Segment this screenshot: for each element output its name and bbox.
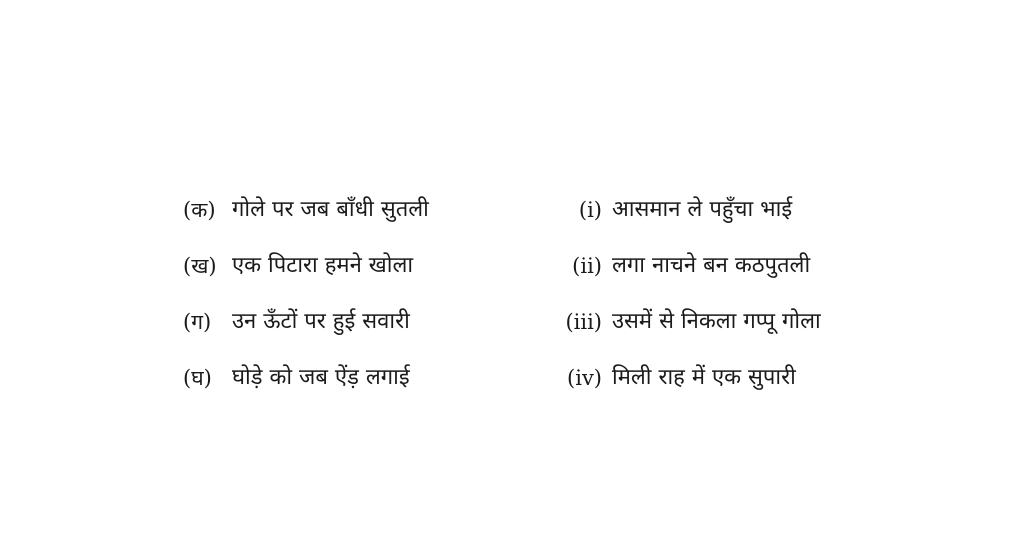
match-row <box>0 358 1024 398</box>
left-item-marker: (ग) <box>183 310 212 334</box>
right-item-text: लगा नाचने बन कठपुतली <box>612 253 811 278</box>
left-item-marker: (घ) <box>183 366 212 390</box>
left-item-marker: (क) <box>183 198 216 222</box>
right-item-text: मिली राह में एक सुपारी <box>612 365 796 390</box>
right-item-text: आसमान ले पहुँचा भाई <box>612 197 793 222</box>
right-item-text: उसमें से निकला गप्पू गोला <box>612 309 821 334</box>
right-item-marker: (i) <box>578 198 602 222</box>
right-item-marker: (iii) <box>565 310 602 334</box>
left-item-text: घोड़े को जब ऐंड़ लगाई <box>232 365 410 390</box>
right-item-marker: (ii) <box>572 254 602 278</box>
match-row <box>0 246 1024 286</box>
left-item-text: उन ऊँटों पर हुई सवारी <box>232 309 410 334</box>
right-item-marker: (iv) <box>567 366 602 390</box>
left-item-text: गोले पर जब बाँधी सुतली <box>232 197 429 222</box>
left-item-text: एक पिटारा हमने खोला <box>232 253 414 278</box>
match-row <box>0 302 1024 342</box>
match-row <box>0 190 1024 230</box>
left-item-marker: (ख) <box>183 254 217 278</box>
